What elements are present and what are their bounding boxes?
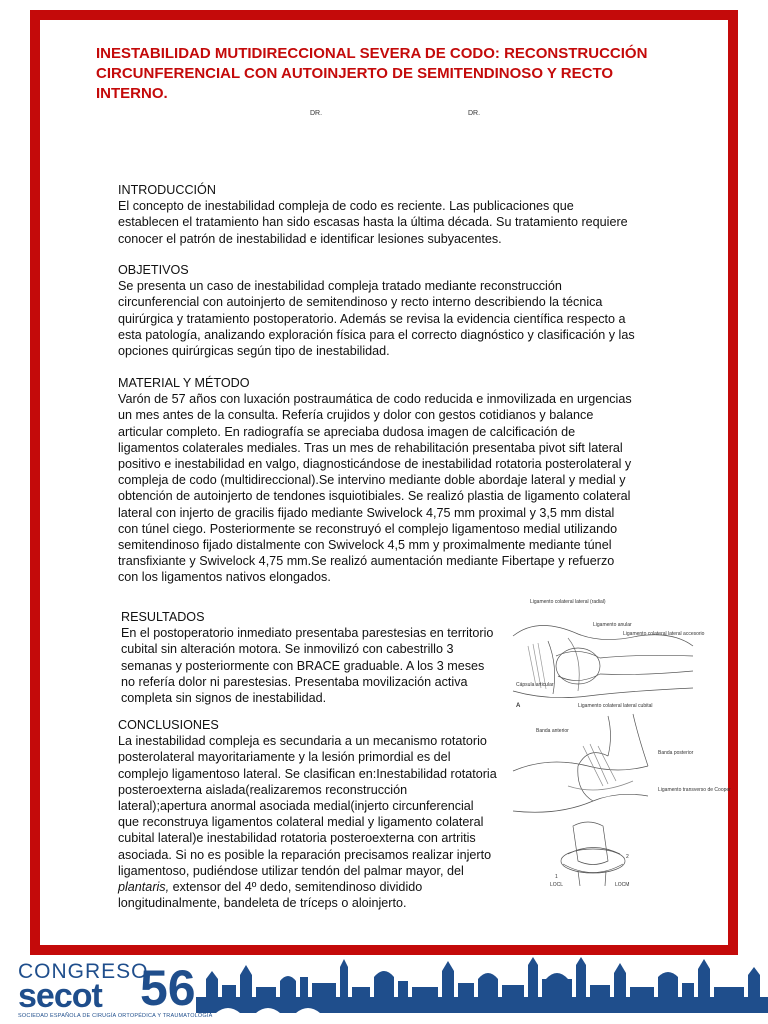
section-text: En el postoperatorio inmediato presentaba parestesias en territorio cubital sin alteración motora. Se inmovilizó con cabestrillo 3 semanas y posteriormente con BRACE graduable. A los 3 meses no refería dolor ni parestesias. Presentaba movilización activa completa sin signos de inestabilidad.	[121, 626, 494, 706]
label-banda-anterior: Banda anterior	[536, 728, 569, 734]
label-num-1: 1	[555, 874, 558, 880]
author-2: DR.	[468, 110, 481, 117]
label-locl: LOCL	[550, 882, 564, 888]
label-letter-a: A	[516, 703, 521, 709]
section-material-metodo	[118, 375, 638, 586]
section-heading: MATERIAL Y MÉTODO	[118, 376, 250, 390]
section-heading: INTRODUCCIÓN	[118, 183, 216, 197]
label-num-2: 2	[626, 854, 629, 860]
medial-view-drawing	[513, 714, 648, 812]
conclusion-italic: plantaris,	[118, 880, 170, 895]
section-text	[118, 733, 498, 911]
poster-title: INESTABILIDAD MUTIDIRECCIONAL SEVERA DE CODO: RECONSTRUCCIÓN CIRCUNFERENCIAL CON AUTOINJERTO DE SEMITENDINOSO Y RECTO INTERNO.	[96, 45, 648, 102]
label-capsula: Cápsula articular	[516, 682, 554, 688]
logo-number: 56	[140, 960, 196, 1016]
city-skyline-icon	[196, 957, 768, 1023]
label-lcr: Ligamento colateral lateral (radial)	[530, 599, 606, 605]
logo-secot: secot	[18, 977, 102, 1015]
label-anular: Ligamento anular	[593, 622, 632, 628]
section-heading: OBJETIVOS	[118, 263, 189, 277]
section-heading: CONCLUSIONES	[118, 718, 219, 732]
footer	[0, 955, 768, 1024]
logo-congreso: CONGRESO	[18, 960, 149, 983]
section-resultados	[121, 609, 501, 706]
section-objetivos	[118, 262, 638, 359]
label-locm: LOCM	[615, 882, 630, 888]
section-heading: RESULTADOS	[121, 610, 205, 624]
section-text: Varón de 57 años con luxación postraumática de codo reducida e inmovilizada en urgencias un mes antes de la consulta. Refería crujidos y dolor con gestos cotidianos y balance articular completo. En radiografía se apreciaba dudosa imagen de calcificación de ligamentos colaterales mediales. Tras un mes de rehabilitación presentaba pivot sift lateral positivo e inestabilidad en valgo, diagnosticándose de inestabilidad rotatoria posterolateral y compleja de codo (multidireccional).Se intervino mediante doble abordaje lateral y medial y obtención de autoinjerto de tendones isquiotibiales. Se realizó plastia de ligamento colateral lateral con injerto de gracilis fijado mediante Swivelock 4,75 mm proximal y 3,5 mm distal con túnel ciego. Posteriormente se reconstruyó el complejo ligamentoso medial utilizando semitendinoso fijado distalmente con Swivelock 4,5 mm y proximalmente mediante túnel transfixiante y Swivelock 4,75 mm.Se realizó aumentación mediante Fibertape y refuerzo con los ligamentos nativos elongados.	[118, 392, 632, 585]
label-transverso: Ligamento transverso de Cooper	[658, 787, 731, 793]
label-lccl: Ligamento colateral lateral cubital	[578, 703, 653, 709]
elbow-ligaments-figure	[508, 596, 731, 896]
label-lca: Ligamento colateral lateral accesorio	[623, 631, 705, 637]
section-introduccion	[118, 182, 638, 247]
conclusion-text-a: La inestabilidad compleja es secundaria a un mecanismo rotatorio posterolateral mayoritariamente y la lesión primordial es del complejo ligamentoso lateral. Se clasifican en:Inestabilidad rotatoria posteroexterna aislada(realizaremos reconstrucción lateral);apertura anormal asociada medial(injerto circunferencial que reconstruya ligamentos colateral medial y ligamento colateral cubital lateral)e inestabilidad rotatoria posteroexterna con artritis asociada. Si no es posible la reparación precisamos realizar injerto ligamentoso, pudiéndose utilizar tendón del palmar mayor, del	[118, 734, 497, 878]
section-text: El concepto de inestabilidad compleja de codo es reciente. Las publicaciones que establecen el tratamiento han sido escasas hasta la última década. Su tratamiento requiere conocer el patrón de inestabilidad e identificar lesiones subyacentes.	[118, 199, 628, 246]
author-1: DR.	[310, 110, 323, 117]
conclusion-text-b: extensor del 4º dedo, semitendinoso dividido longitudinalmente, bandeleta de tríceps o aloinjerto.	[118, 880, 423, 911]
logo-subtitle: SOCIEDAD ESPAÑOLA DE CIRUGÍA ORTOPÉDICA Y TRAUMATOLOGÍA	[18, 1013, 213, 1019]
section-conclusiones	[118, 717, 498, 911]
ring-view-drawing	[561, 822, 625, 886]
label-banda-posterior: Banda posterior	[658, 750, 694, 756]
section-text: Se presenta un caso de inestabilidad compleja tratado mediante reconstrucción circunferencial con autoinjerto de semitendinoso y recto interno describiendo la técnica quirúrgica y tratamiento postoperatorio. Además se revisa la evidencia científica respecto a esta patología, analizando exploración física para el correcto diagnóstico y clasificación y las opciones quirúrgicas según tipo de inestabilidad.	[118, 279, 635, 359]
